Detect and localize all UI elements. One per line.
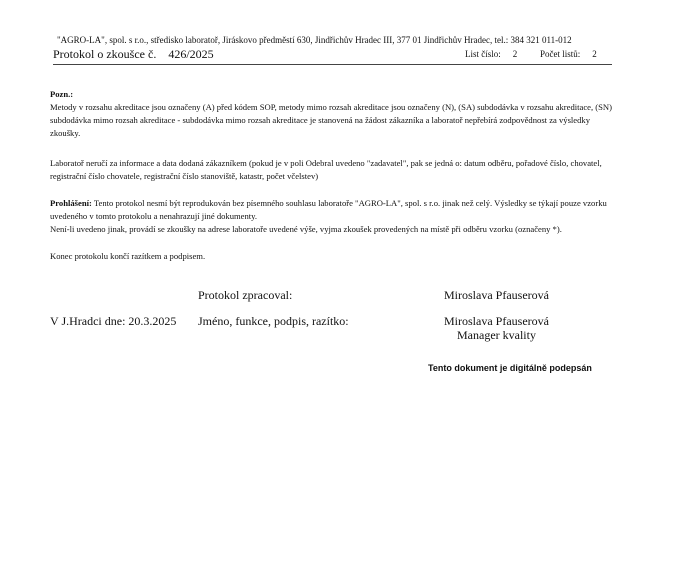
protocol-number: 426/2025 xyxy=(168,47,214,61)
signer-role: Manager kvality xyxy=(457,328,536,342)
accreditation-note: Metody v rozsahu akreditace jsou označeny (A) před kódem SOP, metody mimo rozsah akreditace jsou označeny (N), (SA) subdodávka v rozsahu akreditace, (SN) subdodávka mimo rozsah akreditace - subdodávka mimo rozsah akreditace je stanovená na žádost zákazníka a laboratoř nepřebírá zodpovědnost za výsledky zkoušky. xyxy=(50,102,612,138)
header-divider xyxy=(53,64,612,65)
liability-note: Laboratoř neručí za informace a data dodaná zákazníkem (pokud je v poli Odebral uvedeno "zadavatel", pak se jedná o: datum odběru, pořadové číslo, chovatel, registrační číslo chovatele, registrační číslo stanoviště, katastr, počet včelstev) xyxy=(50,158,602,181)
location-note: Není-li uvedeno jinak, provádí se zkoušky na adrese laboratoře uvedené výše, vyjma zkoušek provedených na místě při odběru vzorku (označeny *). xyxy=(50,224,562,234)
header-company-line: "AGRO-LA", spol. s r.o., středisko laboratoř, Jiráskovo předměstí 630, Jindřichův Hradec III, 377 01 Jindřichův Hradec, tel.: 384 321 011-012 xyxy=(57,35,572,45)
pages-count-label: Počet listů: xyxy=(540,49,581,59)
list-number-value: 2 xyxy=(512,49,518,59)
pages-count-value: 2 xyxy=(592,49,597,59)
signer-name: Miroslava Pfauserová xyxy=(444,314,549,328)
list-number-label: List číslo: xyxy=(465,49,501,59)
processed-name: Miroslava Pfauserová xyxy=(444,288,549,302)
role-label: Jméno, funkce, podpis, razítko: xyxy=(198,314,349,328)
notes-heading: Pozn.: xyxy=(50,89,74,99)
place-date: V J.Hradci dne: 20.3.2025 xyxy=(50,314,177,328)
processed-label: Protokol zpracoval: xyxy=(198,288,293,302)
protocol-title xyxy=(53,47,214,62)
end-note: Konec protokolu končí razítkem a podpisem. xyxy=(50,251,206,261)
declaration-note xyxy=(50,197,615,223)
declaration-text: Tento protokol nesmí být reprodukován bez písemného souhlasu laboratoře "AGRO-LA", spol. s r.o. jinak než celý. Výsledky se týkají pouze vzorku uvedeného v tomto protokolu a nenahrazují jiné dokumenty. xyxy=(50,198,607,221)
declaration-label: Prohlášení: xyxy=(50,198,92,208)
pages-count xyxy=(540,49,597,59)
digital-signature-note: Tento dokument je digitálně podepsán xyxy=(428,363,592,373)
list-number xyxy=(465,49,517,59)
protocol-label: Protokol o zkoušce č. xyxy=(53,47,157,61)
